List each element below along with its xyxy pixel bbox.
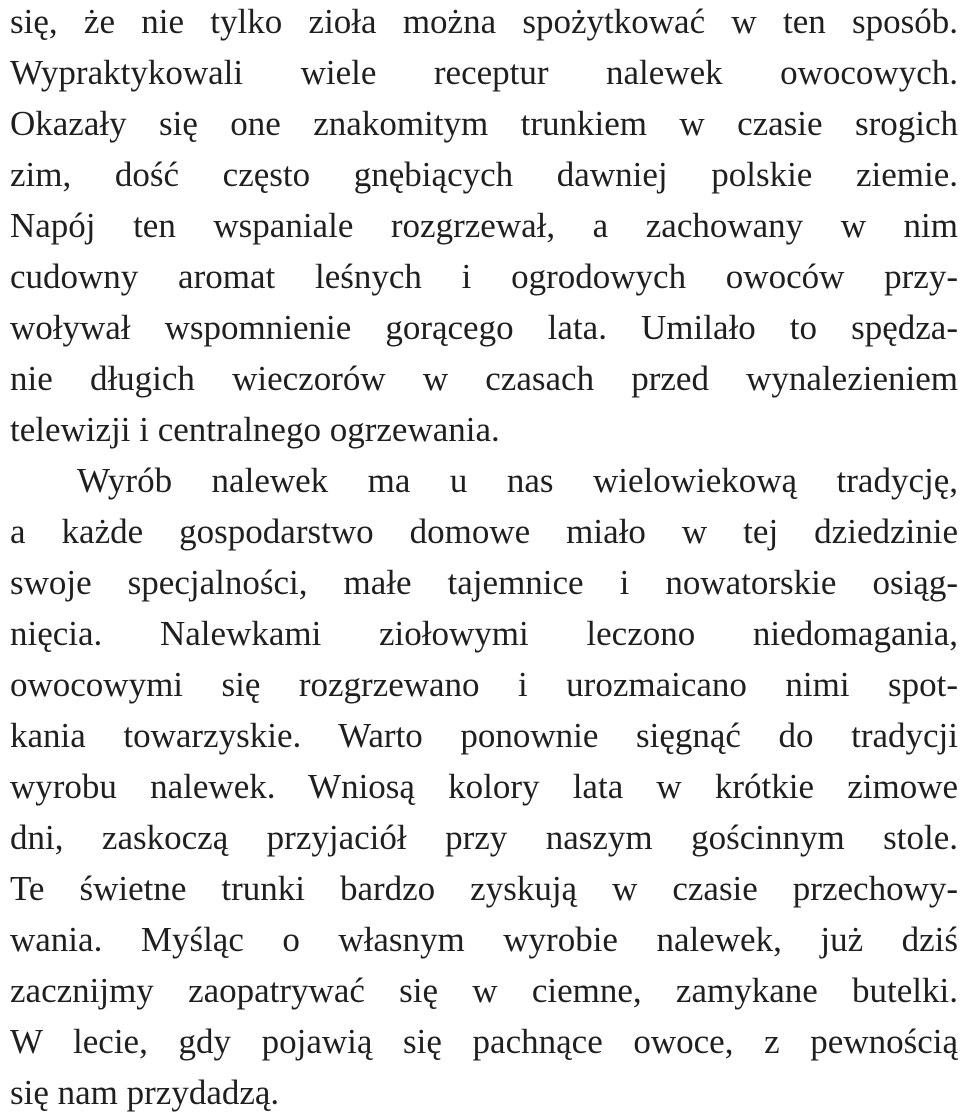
text-line: owocowymi się rozgrzewano i urozmaicano nimi spot-: [10, 665, 958, 704]
text-line: W lecie, gdy pojawią się pachnące owoce, z pewnością: [10, 1022, 958, 1061]
text-line: nięcia. Nalewkami ziołowymi leczono niedomagania,: [10, 614, 958, 653]
document-page: [10, 0, 958, 1118]
paragraph-2: [10, 455, 958, 1118]
text-line: Wyrób nalewek ma u nas wielowiekową tradycję,: [77, 461, 958, 500]
text-line: Te świetne trunki bardzo zyskują w czasie przechowy-: [10, 869, 958, 908]
text-line: zacznijmy zaopatrywać się w ciemne, zamykane butelki.: [10, 971, 958, 1010]
text-line: wania. Myśląc o własnym wyrobie nalewek, już dziś: [10, 920, 958, 959]
text-line: dni, zaskoczą przyjaciół przy naszym gościnnym stole.: [10, 818, 958, 857]
text-line: cudowny aromat leśnych i ogrodowych owoców przy-: [10, 257, 958, 296]
text-line: nie długich wieczorów w czasach przed wynalezieniem: [10, 359, 958, 398]
text-line: a każde gospodarstwo domowe miało w tej dziedzinie: [10, 512, 958, 551]
text-line: swoje specjalności, małe tajemnice i nowatorskie osiąg-: [10, 563, 958, 602]
text-line: telewizji i centralnego ogrzewania.: [10, 410, 500, 449]
text-line: woływał wspomnienie gorącego lata. Umilało to spędza-: [10, 308, 958, 347]
text-line: Wypraktykowali wiele receptur nalewek owocowych.: [10, 53, 958, 92]
text-line: zim, dość często gnębiących dawniej polskie ziemie.: [10, 155, 958, 194]
text-line: Okazały się one znakomitym trunkiem w czasie srogich: [10, 104, 958, 143]
text-line: się, że nie tylko zioła można spożytkować w ten sposób.: [10, 2, 958, 41]
text-line: kania towarzyskie. Warto ponownie sięgnąć do tradycji: [10, 716, 958, 755]
text-line: Napój ten wspaniale rozgrzewał, a zachowany w nim: [10, 206, 958, 245]
text-line: się nam przydadzą.: [10, 1073, 280, 1112]
text-line: wyrobu nalewek. Wniosą kolory lata w krótkie zimowe: [10, 767, 958, 806]
paragraph-1: [10, 0, 958, 455]
